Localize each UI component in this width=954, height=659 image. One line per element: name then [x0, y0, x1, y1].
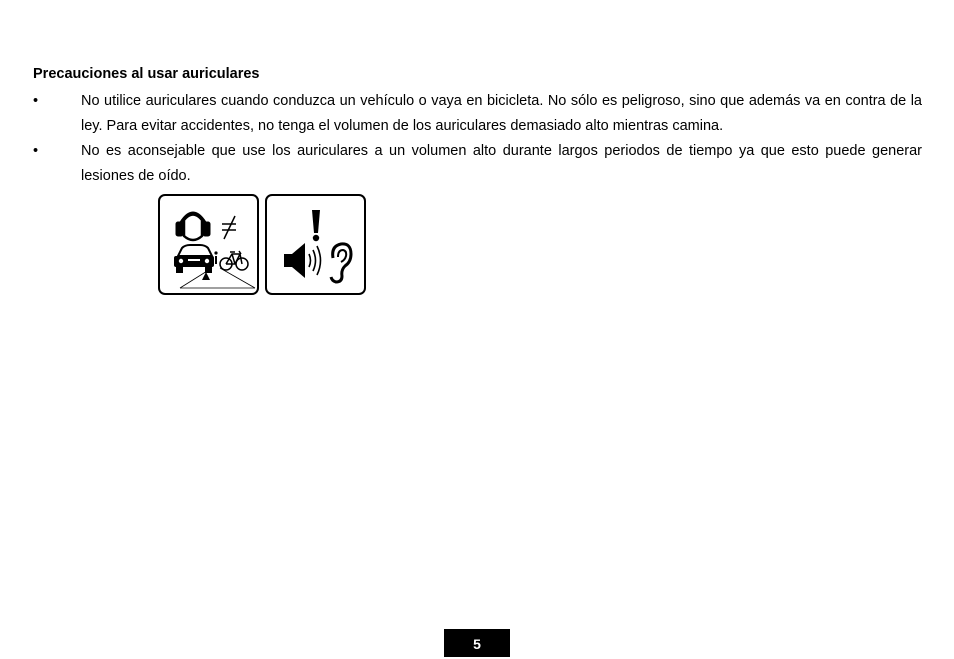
section-heading: Precauciones al usar auriculares [33, 66, 260, 82]
ear-icon [331, 244, 351, 282]
speaker-icon [284, 243, 305, 278]
bullet-icon: • [33, 143, 39, 159]
car-icon [174, 245, 214, 280]
list-item [33, 139, 922, 189]
not-equal-icon [222, 216, 236, 239]
sound-waves-icon [309, 246, 321, 275]
bicycle-icon [220, 251, 248, 270]
list-item [33, 89, 922, 139]
list-item-text: No utilice auriculares cuando conduzca un vehículo o vaya en bicicleta. No sólo es peligroso, sino que además va en contra de la ley. Para evitar accidentes, no tenga el volumen de los auriculares demasiado alto mientras camina. [81, 93, 922, 134]
precaution-list [33, 89, 922, 189]
headphones-not-while-driving-icon [158, 194, 259, 295]
exclamation-icon [312, 210, 320, 241]
list-item-text: No es aconsejable que use los auriculares a un volumen alto durante largos periodos de tiempo ya que esto puede generar lesiones de oído. [81, 143, 922, 184]
loud-volume-ear-warning-icon [265, 194, 366, 295]
warning-pictograms [158, 194, 366, 295]
pedestrian-icon [214, 251, 217, 264]
road-icon [180, 268, 255, 288]
headphones-icon [176, 213, 210, 240]
page-number: 5 [444, 629, 510, 657]
bullet-icon: • [33, 93, 39, 109]
